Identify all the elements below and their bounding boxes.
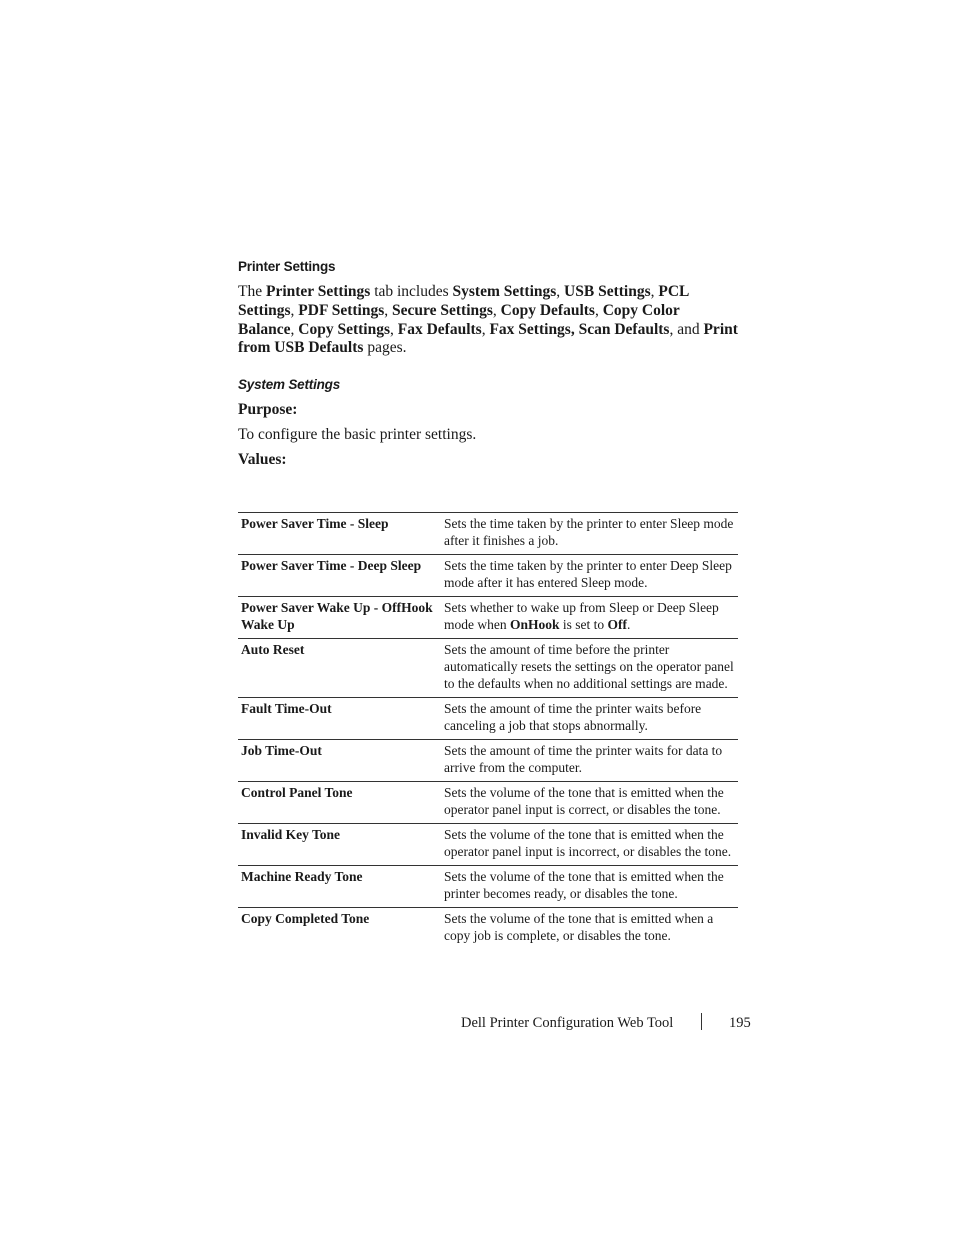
intro-run: Fax Defaults xyxy=(397,320,482,338)
intro-run: , xyxy=(650,283,659,300)
setting-description xyxy=(441,639,738,698)
setting-name: Auto Reset xyxy=(238,639,441,698)
description-run: Sets the volume of the tone that is emitted when the printer becomes ready, or disables the tone. xyxy=(444,869,724,901)
intro-run: PCL Settings xyxy=(238,283,689,319)
setting-name: Fault Time-Out xyxy=(238,698,441,740)
table-row xyxy=(238,639,738,698)
setting-name: Power Saver Time - Deep Sleep xyxy=(238,555,441,597)
setting-name: Power Saver Wake Up - OffHook Wake Up xyxy=(238,597,441,639)
setting-description xyxy=(441,698,738,740)
intro-run: System Settings xyxy=(452,283,557,300)
setting-description xyxy=(441,555,738,597)
intro-run: , xyxy=(594,301,603,319)
intro-run: tab includes xyxy=(370,283,453,300)
table-row xyxy=(238,698,738,740)
setting-description xyxy=(441,513,738,555)
purpose-text: To configure the basic printer settings. xyxy=(238,426,477,443)
description-run: Sets the amount of time the printer waits before canceling a job that stops abnormally. xyxy=(444,701,702,733)
intro-run: Copy Defaults xyxy=(500,301,595,319)
intro-run: USB Settings xyxy=(564,283,651,300)
table-row xyxy=(238,555,738,597)
table-row xyxy=(238,597,738,639)
setting-name: Control Panel Tone xyxy=(238,782,441,824)
setting-description xyxy=(441,908,738,950)
purpose-label: Purpose: xyxy=(238,401,298,418)
description-run: is set to xyxy=(559,617,608,632)
description-run: Sets the amount of time before the printer automatically resets the settings on the operator panel to the defaults when no additional settings are made. xyxy=(444,642,734,691)
footer-title: Dell Printer Configuration Web Tool xyxy=(461,1015,674,1031)
intro-run: , xyxy=(492,301,501,319)
intro-run: Copy Settings xyxy=(298,320,391,338)
description-run: Sets the time taken by the printer to enter Deep Sleep mode after it has entered Sleep mode. xyxy=(444,558,732,590)
table-row xyxy=(238,908,738,950)
intro-run: , xyxy=(481,320,490,338)
intro-run: , xyxy=(390,320,398,338)
setting-name: Invalid Key Tone xyxy=(238,824,441,866)
setting-description xyxy=(441,740,738,782)
table-row xyxy=(238,740,738,782)
setting-description xyxy=(441,866,738,908)
description-run: . xyxy=(627,617,631,632)
setting-name: Job Time-Out xyxy=(238,740,441,782)
description-run: Sets whether to wake up from Sleep or Deep Sleep mode when xyxy=(444,600,719,632)
intro-run: Secure Settings xyxy=(392,301,493,319)
setting-description xyxy=(441,824,738,866)
intro-run: Fax Settings, Scan Defaults xyxy=(489,320,670,338)
table-row xyxy=(238,866,738,908)
description-run: Sets the volume of the tone that is emitted when a copy job is complete, or disables the tone. xyxy=(444,911,714,943)
intro-run: , xyxy=(290,301,299,319)
intro-run: Printer Settings xyxy=(265,283,371,300)
footer-separator xyxy=(701,1013,702,1030)
setting-description xyxy=(441,782,738,824)
intro-run: , xyxy=(384,301,393,319)
description-run: Sets the volume of the tone that is emitted when the operator panel input is incorrect, or disables the tone. xyxy=(444,827,732,859)
intro-run: , and xyxy=(669,320,704,338)
description-run: OnHook xyxy=(509,617,560,632)
description-run: Sets the volume of the tone that is emitted when the operator panel input is correct, or disables the tone. xyxy=(444,785,724,817)
intro-run: The xyxy=(238,283,266,300)
intro-run: Print from USB Defaults xyxy=(238,320,738,357)
table-row xyxy=(238,513,738,555)
intro-run: , xyxy=(290,320,299,338)
page-number: 195 xyxy=(729,1015,751,1031)
intro-run: PDF Settings xyxy=(298,301,385,319)
intro-paragraph xyxy=(238,283,738,358)
subsection-heading: System Settings xyxy=(238,377,341,392)
setting-name: Power Saver Time - Sleep xyxy=(238,513,441,555)
table-row xyxy=(238,824,738,866)
description-run: Sets the time taken by the printer to enter Sleep mode after it finishes a job. xyxy=(444,516,734,548)
description-run: Sets the amount of time the printer waits for data to arrive from the computer. xyxy=(444,743,723,775)
section-heading: Printer Settings xyxy=(238,259,336,274)
setting-name: Machine Ready Tone xyxy=(238,866,441,908)
intro-run: , xyxy=(556,283,565,300)
setting-description xyxy=(441,597,738,639)
intro-run: Copy Color Balance xyxy=(238,301,680,338)
setting-name: Copy Completed Tone xyxy=(238,908,441,950)
values-label: Values: xyxy=(238,451,287,468)
table-row xyxy=(238,782,738,824)
description-run: Off xyxy=(607,617,628,632)
values-table xyxy=(238,512,738,949)
intro-run: pages. xyxy=(363,339,407,357)
